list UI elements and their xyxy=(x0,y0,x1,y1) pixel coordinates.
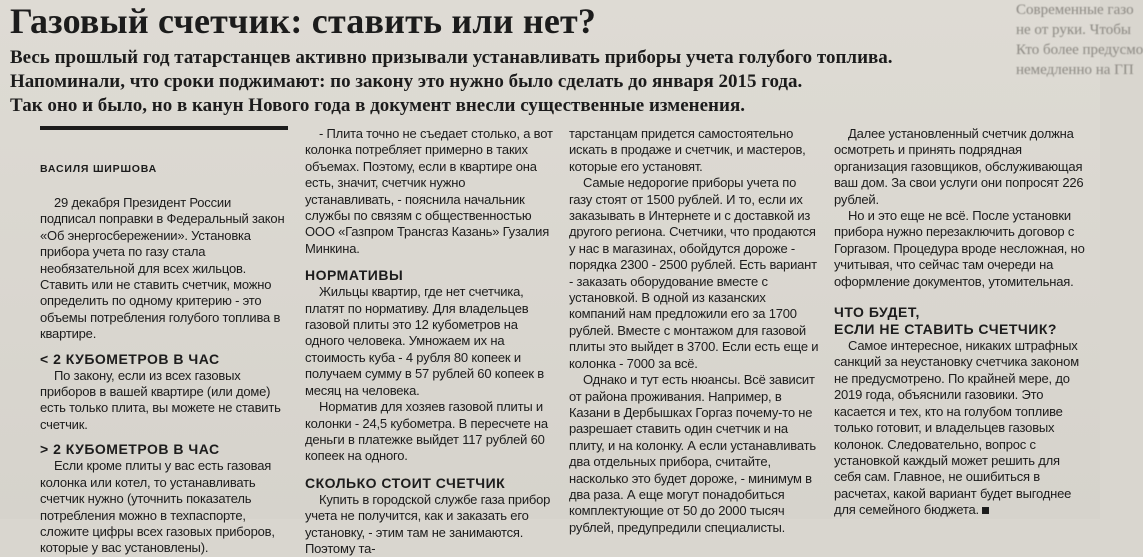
subheading: СКОЛЬКО СТОИТ СЧЕТЧИК xyxy=(305,474,506,491)
paragraph: Купить в городской службе газа прибор учета не получится, как и заказать его установку, - этим там не занимаются. Поэтому та- xyxy=(305,491,551,556)
paragraph-text: Самое интересное, никаких штрафных санкций за неустановку счетчика законом не предусмотрено. По крайней мере, до 2019 года, объяснили газовики. Это касается и тех, кто на голубом топливе только готовит, и владельцев газовых колонок. Следовательно, вопрос с установкой каждый может решить для себя сам. Главное, не ошибиться в расчетах, какой вариант будет выгоднее для семейного бюджета. xyxy=(834,338,1079,518)
article-column-2 xyxy=(305,126,555,557)
subheading: НОРМАТИВЫ xyxy=(305,267,404,284)
article-column-3 xyxy=(569,126,819,536)
article-lead xyxy=(10,46,1010,118)
paragraph: Норматив для хозяев газовой плиты и колонки - 24,5 кубометра. В пересчете на деньги в платежке выйдет 117 рублей 60 копеек на одного. xyxy=(305,399,548,464)
bleed-line: Современные газо xyxy=(1016,2,1134,18)
lead-line: Весь прошлый год татарстанцев активно призывали устанавливать приборы учета голубого топлива. xyxy=(10,47,893,68)
author-byline: ВАСИЛЯ ШИРШОВА xyxy=(40,163,158,175)
article-column-4 xyxy=(834,126,1086,519)
paragraph xyxy=(834,338,1086,518)
subheading: < 2 КУБОМЕТРОВ В ЧАС xyxy=(40,350,220,367)
paragraph: Жильцы квартир, где нет счетчика, платят по нормативу. Для владельцев газовой плиты это 12 кубометров на одного человека. Умножаем их на стоимость куба - 4 рубля 80 копеек и получаем сумму в 57 рублей 60 копеек в месяц на человека. xyxy=(305,284,544,398)
paragraph: По закону, если из всех газовых приборов в вашей квартире (или доме) есть только плита, вы можете не ставить счетчик. xyxy=(40,367,281,432)
paragraph: Но и это еще не всё. После установки прибора нужно перезаключить договор с Горгазом. Процедура вроде несложная, но учитывая, что сейчас там очереди на оформление документов, утомительная. xyxy=(834,208,1085,289)
article-column-1 xyxy=(40,195,288,557)
subheading: ЕСЛИ НЕ СТАВИТЬ СЧЕТЧИК? xyxy=(834,321,1057,338)
adjacent-article-bleed xyxy=(1016,0,1143,110)
paragraph: 29 декабря Президент России подписал поправки в Федеральный закон «Об энергосбережении». Установка прибора учета по газу стала необязательной для всех жильцов. Ставить или не ставить счетчик, можно определить по одному критерию - это объемы потребления голубого топлива в квартире. xyxy=(40,195,285,342)
paragraph: Далее установленный счетчик должна осмотреть и принять подрядная организация газовщиков, обслуживающая ваш дом. За свои услуги они попросят 226 рублей. xyxy=(834,126,1084,207)
lead-line: Напоминали, что сроки поджимают: по закону это нужно было сделать до января 2015 года. xyxy=(10,71,803,92)
end-of-article-mark xyxy=(982,507,989,514)
bleed-line: Кто более предусмо xyxy=(1016,42,1143,58)
paragraph: Если кроме плиты у вас есть газовая колонка или котел, то устанавливать счетчик нужно (уточнить показатель потребления можно в техпаспорте, сложите цифры всех газовых приборов, которые у вас установлены). xyxy=(40,458,275,556)
byline-rule xyxy=(40,126,288,130)
paragraph: тарстанцам придется самостоятельно искать в продаже и счетчик, и мастеров, которые его установят. xyxy=(569,126,806,174)
bleed-line: не от руки. Чтобы xyxy=(1016,22,1131,38)
paragraph: Самые недорогие приборы учета по газу стоят от 1500 рублей. И то, если их заказывать в Интернете и с доставкой из другого региона. Счетчики, что продаются у нас в магазинах, обойдутся дороже - порядка 2300 - 2500 рублей. Есть вариант - заказать оборудование вместе с установкой. В одной из казанских компаний нам предложили его за 1700 рублей. Вместе с монтажом для газовой плиты это выйдет в 3700. Если есть еще и колонка - 7000 за всё. xyxy=(569,175,819,371)
lead-line: Так оно и было, но в канун Нового года в документ внесли существенные изменения. xyxy=(10,95,745,116)
paragraph: Однако и тут есть нюансы. Всё зависит от района проживания. Например, в Казани в Дербышках Горгаз почему-то не разрешает ставить один счетчик и на плиту, и на колонку. А если устанавливать два отдельных прибора, считайте, насколько это будет дороже, - минимум в два раза. А еще могут понадобиться комплектующие от 50 до 2000 тысяч рублей, предупредили специалисты. xyxy=(569,372,816,535)
paragraph: - Плита точно не съедает столько, а вот колонка потребляет примерно в таких объемах. Поэтому, если в квартире она есть, значит, счетчик нужно устанавливать, - пояснила начальник службы по связям с общественностью ООО «Газпром Трансгаз Казань» Гузалия Минкина. xyxy=(305,126,553,256)
subheading: > 2 КУБОМЕТРОВ В ЧАС xyxy=(40,441,220,458)
article-headline: Газовый счетчик: ставить или нет? xyxy=(10,1,597,41)
subheading: ЧТО БУДЕТ, xyxy=(834,304,920,321)
bleed-line: немедленно на ГП xyxy=(1016,62,1134,78)
